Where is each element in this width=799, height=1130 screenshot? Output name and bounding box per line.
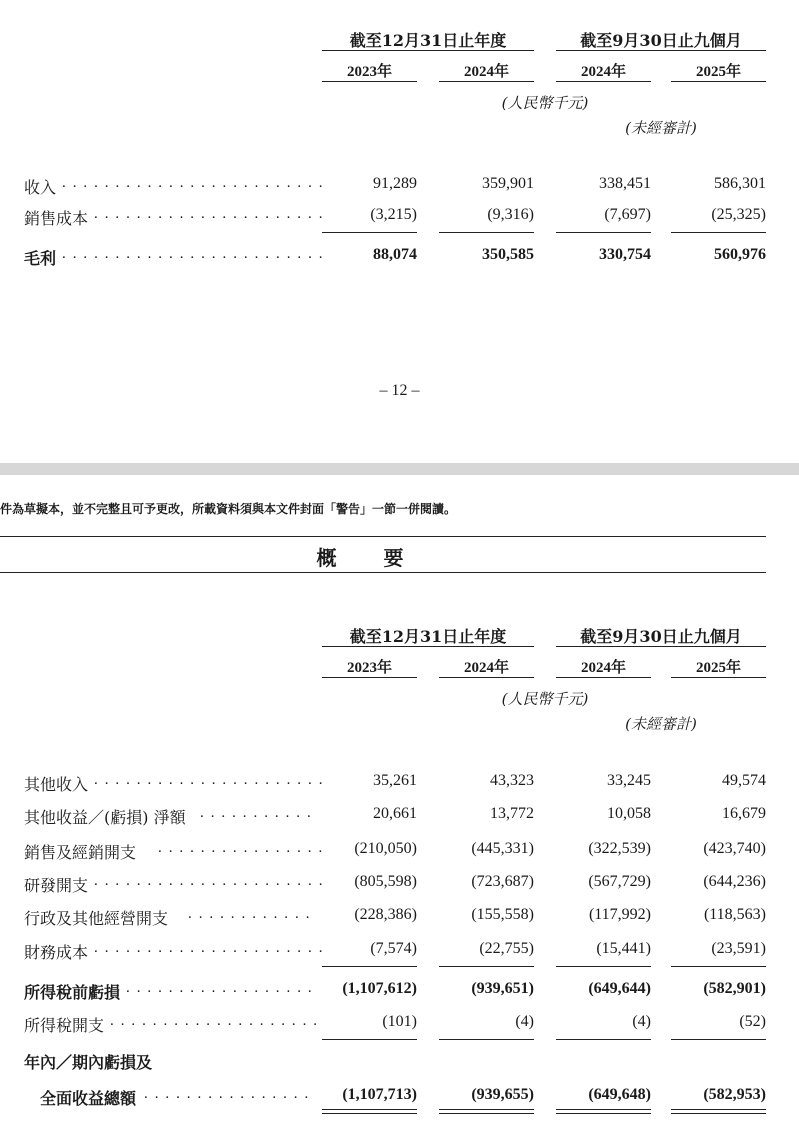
row-value: 10,058 [607, 805, 651, 822]
bottom-year-2024: 2024年 [463, 660, 509, 676]
row-value: (4) [515, 1013, 534, 1030]
row-value: 586,301 [714, 175, 766, 192]
row-leader-dots: . . . . . . . . . . . . . . . . . . . . [110, 1013, 319, 1029]
top-unit-label: (人民幣千元) [501, 94, 589, 112]
row-value: (118,563) [703, 906, 766, 923]
page-bottom [0, 475, 799, 1130]
row-value: (1,107,612) [342, 980, 417, 997]
subtotal-rule [556, 966, 651, 967]
row-label: 所得稅前虧損 [24, 983, 121, 1002]
row-value: 88,074 [373, 246, 417, 263]
row-value: 350,585 [482, 246, 534, 263]
row-value: 359,901 [482, 175, 534, 192]
row-value: 43,323 [490, 772, 534, 789]
row-label: 研發開支 [24, 876, 89, 895]
row-value: (3,215) [370, 206, 417, 223]
top-group-header-ninemonths: 截至9月30日止九個月 [580, 31, 742, 50]
row-value: (52) [739, 1013, 766, 1030]
title-rule-top [0, 536, 766, 537]
row-value: (423,740) [703, 840, 766, 857]
row-value: (22,755) [479, 940, 534, 957]
row-value: (7,697) [604, 206, 651, 223]
row-value: (155,558) [471, 906, 534, 923]
bottom-group-header-year: 截至12月31日止年度 [349, 627, 507, 646]
top-year-rule [671, 81, 766, 82]
row-value: (228,386) [354, 906, 417, 923]
row-leader-dots: . . . . . . . . . . . . [188, 906, 312, 922]
row-label: 收入 [24, 178, 57, 197]
row-value: 49,574 [722, 772, 766, 789]
row-value: (1,107,713) [342, 1086, 417, 1103]
bottom-year-2024-nine: 2024年 [580, 660, 626, 676]
row-label: 銷售及經銷開支 [24, 843, 137, 862]
subtotal-rule [556, 1039, 651, 1040]
row-value: (445,331) [471, 840, 534, 857]
bottom-year-2023: 2023年 [346, 660, 392, 676]
row-value: (322,539) [588, 840, 651, 857]
subtotal-rule [322, 966, 417, 967]
row-value: (567,729) [588, 873, 651, 890]
row-leader-dots: . . . . . . . . . . . . . . . . . . . . . . [94, 940, 325, 956]
row-value: (101) [382, 1013, 417, 1030]
row-value: (939,655) [471, 1086, 534, 1103]
row-value: 338,451 [599, 175, 651, 192]
bottom-year-rule [439, 677, 534, 678]
top-group-header-year: 截至12月31日止年度 [349, 31, 507, 50]
bottom-year-2025: 2025年 [695, 660, 741, 676]
row-leader-dots: . . . . . . . . . . . [200, 805, 313, 821]
row-value: (7,574) [370, 940, 417, 957]
row-leader-dots: . . . . . . . . . . . . . . . . . . . . . . . . . [62, 175, 325, 191]
row-value: 35,261 [373, 772, 417, 789]
top-year-rule [322, 81, 417, 82]
bottom-group-header-ninemonths: 截至9月30日止九個月 [580, 627, 742, 646]
draft-notice: 件為草擬本，並不完整且可予更改，所載資料須與本文件封面「警告」一節一併閱讀。 [0, 502, 457, 516]
row-value: (723,687) [471, 873, 534, 890]
row-leader-dots: . . . . . . . . . . . . . . . . . . . . . . . . . [62, 246, 325, 262]
row-value: 20,661 [373, 805, 417, 822]
bottom-group-header-year-rule [322, 646, 534, 647]
total-double-rule [322, 1109, 417, 1114]
row-value: 91,289 [373, 175, 417, 192]
subtotal-rule [671, 966, 766, 967]
bottom-year-rule [671, 677, 766, 678]
bottom-unaudited-label: (未經審計) [625, 715, 697, 733]
top-year-rule [556, 81, 651, 82]
bottom-year-rule [556, 677, 651, 678]
top-year-2025: 2025年 [695, 64, 741, 80]
top-unaudited-label: (未經審計) [625, 119, 697, 137]
row-value: 330,754 [599, 246, 651, 263]
top-group-header-year-rule [322, 50, 534, 51]
row-value: (644,236) [703, 873, 766, 890]
section-title: 概 要 [316, 546, 424, 570]
row-label-line1: 年內／期內虧損及 [24, 1053, 153, 1072]
subtotal-rule [439, 232, 534, 233]
top-year-2023: 2023年 [346, 64, 392, 80]
row-value: (25,325) [711, 206, 766, 223]
row-leader-dots: . . . . . . . . . . . . . . . . . . . . . . [94, 206, 325, 222]
row-leader-dots: . . . . . . . . . . . . . . . . [144, 1086, 310, 1102]
subtotal-rule [671, 232, 766, 233]
row-value: (117,992) [588, 906, 651, 923]
row-leader-dots: . . . . . . . . . . . . . . . . . . . . . . [94, 772, 325, 788]
row-value: 13,772 [490, 805, 534, 822]
row-value: (649,644) [588, 980, 651, 997]
row-label-line2: 全面收益總額 [40, 1089, 137, 1108]
bottom-year-rule [322, 677, 417, 678]
row-value: (649,648) [588, 1086, 651, 1103]
total-double-rule [671, 1109, 766, 1114]
row-value: (805,598) [354, 873, 417, 890]
subtotal-rule [671, 1039, 766, 1040]
row-value: (23,591) [711, 940, 766, 957]
subtotal-rule [322, 1039, 417, 1040]
total-double-rule [556, 1109, 651, 1114]
row-label: 銷售成本 [24, 209, 89, 228]
row-label: 所得稅開支 [24, 1016, 105, 1035]
subtotal-rule [556, 232, 651, 233]
row-value: (582,901) [703, 980, 766, 997]
row-label: 行政及其他經營開支 [24, 909, 169, 928]
row-label: 財務成本 [24, 943, 89, 962]
bottom-unit-label: (人民幣千元) [501, 690, 589, 708]
total-double-rule [439, 1109, 534, 1114]
row-leader-dots: . . . . . . . . . . . . . . . . . . [126, 980, 314, 996]
row-value: (15,441) [596, 940, 651, 957]
row-value: 33,245 [607, 772, 651, 789]
row-value: (9,316) [487, 206, 534, 223]
top-year-2024-nine: 2024年 [580, 64, 626, 80]
subtotal-rule [439, 1039, 534, 1040]
row-label: 其他收益／(虧損) 淨額 [24, 808, 186, 827]
page-gap [0, 463, 799, 475]
subtotal-rule [439, 966, 534, 967]
page-number: – 12 – [379, 382, 420, 399]
title-rule-bottom [0, 572, 766, 573]
top-year-rule [439, 81, 534, 82]
subtotal-rule [322, 232, 417, 233]
top-year-2024: 2024年 [463, 64, 509, 80]
top-group-header-ninemonths-rule [556, 50, 766, 51]
row-value: (582,953) [703, 1086, 766, 1103]
row-value: 16,679 [722, 805, 766, 822]
row-value: (939,651) [471, 980, 534, 997]
row-label: 毛利 [24, 249, 57, 268]
row-label: 其他收入 [24, 775, 89, 794]
row-leader-dots: . . . . . . . . . . . . . . . . [158, 840, 324, 856]
row-value: (210,050) [354, 840, 417, 857]
bottom-group-header-ninemonths-rule [556, 646, 766, 647]
row-leader-dots: . . . . . . . . . . . . . . . . . . . . . . [94, 873, 325, 889]
row-value: (4) [632, 1013, 651, 1030]
row-value: 560,976 [714, 246, 766, 263]
